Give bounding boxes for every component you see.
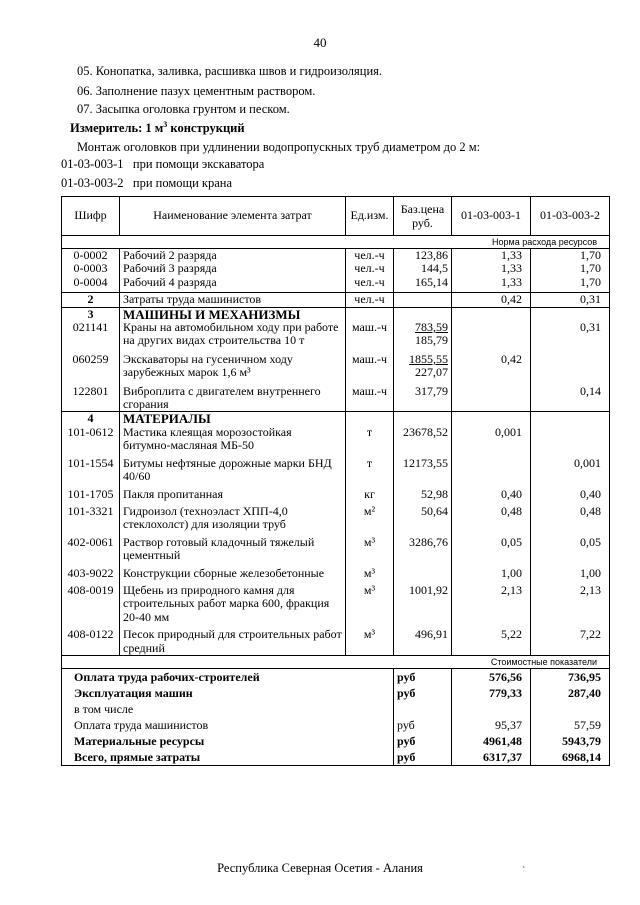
material-code: 402-0061 [62,536,120,567]
labor-unit: чел.-ч [346,276,394,293]
total-v1 [452,701,531,717]
total-row [62,733,610,749]
material-unit: м³ [346,567,394,584]
material-price [394,567,452,584]
total-v2 [531,701,610,717]
material-code: 101-1554 [62,457,120,488]
material-v2: 0,001 [531,457,610,488]
header-code: Шифр [62,197,120,236]
machinist-name: Затраты труда машинистов [120,293,346,307]
labor-v1: 1,33 [452,276,531,293]
machine-name: Экскаваторы на гусеничном ходу зарубежных марок 1,6 м³ [120,353,346,385]
machine-v2: 0,14 [531,385,610,412]
total-row [62,749,610,766]
measure-unit [70,120,245,136]
materials-header-price [394,412,452,426]
material-name: Мастика клеящая морозостойкая битумно-масляная МБ-50 [120,426,346,457]
material-code: 101-3321 [62,505,120,536]
variant-1 [61,157,264,172]
norm-label: Норма расхода ресурсов [62,236,610,249]
resource-table [61,196,610,766]
intro-line-2: 06. Заполнение пазух цементным раствором. [77,84,316,98]
machines-header-price [394,307,452,321]
machinist-v1: 0,42 [452,293,531,307]
material-unit: м³ [346,536,394,567]
material-v2: 0,05 [531,536,610,567]
section-title: Монтаж оголовков при удлинении водопропускных труб диаметром до 2 м: [77,140,481,154]
material-unit: м² [346,505,394,536]
variant-2 [61,176,232,191]
labor-code: 0-0004 [62,276,120,293]
labor-price: 165,14 [394,276,452,293]
material-price: 52,98 [394,488,452,505]
material-unit: кг [346,488,394,505]
machine-v1 [452,385,531,412]
material-price: 1001,92 [394,584,452,628]
material-v1: 1,00 [452,567,531,584]
cost-label: Стоимостные показатели [62,655,610,668]
table-row [62,262,610,275]
header-name: Наименование элемента затрат [120,197,346,236]
material-v2: 1,00 [531,567,610,584]
header-price: Баз.цена руб. [394,197,452,236]
total-unit [394,701,452,717]
total-row [62,668,610,685]
machines-header-title: МАШИНЫ И МЕХАНИЗМЫ [120,307,346,321]
material-name: Щебень из природного камня для строительных работ марка 600, фракция 20-40 мм [120,584,346,628]
measure-rest: конструкций [167,121,245,136]
labor-v1: 1,33 [452,249,531,263]
total-unit: руб [394,685,452,701]
material-v2: 0,48 [531,505,610,536]
material-price: 12173,55 [394,457,452,488]
machine-price [394,321,452,353]
material-name: Конструкции сборные железобетонные [120,567,346,584]
total-v1: 6317,37 [452,749,531,766]
total-label: в том числе [62,701,394,717]
material-price: 496,91 [394,628,452,655]
machines-header-code: 3 [62,307,120,321]
labor-name: Рабочий 3 разряда [120,262,346,275]
table-row [62,426,610,457]
header-variant-1: 01-03-003-1 [452,197,531,236]
total-label: Оплата труда рабочих-строителей [62,668,394,685]
total-v1: 4961,48 [452,733,531,749]
labor-v1: 1,33 [452,262,531,275]
materials-header-title: МАТЕРИАЛЫ [120,412,346,426]
total-v1: 95,37 [452,717,531,733]
labor-price: 144,5 [394,262,452,275]
total-v2: 287,40 [531,685,610,701]
variant-2-code: 01-03-003-2 [61,176,124,190]
machine-price [394,353,452,385]
material-name: Песок природный для строительных работ средний [120,628,346,655]
total-v1: 576,56 [452,668,531,685]
table-row [62,353,610,385]
total-row [62,701,610,717]
material-code: 403-9022 [62,567,120,584]
scan-mark: ` [522,866,526,877]
material-v1: 0,48 [452,505,531,536]
machine-name: Виброплита с двигателем внутреннего сгорания [120,385,346,412]
header-unit: Ед.изм. [346,197,394,236]
material-name: Раствор готовый кладочный тяжелый цементный [120,536,346,567]
material-unit: т [346,457,394,488]
material-v2: 2,13 [531,584,610,628]
material-v2: 0,40 [531,488,610,505]
labor-v2: 1,70 [531,249,610,263]
total-unit: руб [394,749,452,766]
total-label: Эксплуатация машин [62,685,394,701]
table-row [62,249,610,263]
machine-v2: 0,31 [531,321,610,353]
machines-header-v1 [452,307,531,321]
material-v1: 0,40 [452,488,531,505]
material-price: 3286,76 [394,536,452,567]
machine-v1 [452,321,531,353]
material-v1: 5,22 [452,628,531,655]
labor-unit: чел.-ч [346,262,394,275]
machinist-row [62,293,610,307]
intro-line-1: 05. Конопатка, заливка, расшивка швов и гидроизоляция. [77,64,383,78]
material-code: 408-0019 [62,584,120,628]
machines-header-row [62,307,610,321]
page-footer: Республика Северная Осетия - Алания [217,861,423,875]
variant-2-text: при помощи крана [132,176,233,190]
machine-code: 122801 [62,385,120,412]
total-row [62,685,610,701]
table-row [62,584,610,628]
machinist-code: 2 [62,293,120,307]
machinist-v2: 0,31 [531,293,610,307]
material-code: 101-0612 [62,426,120,457]
machine-code: 060259 [62,353,120,385]
total-v2: 6968,14 [531,749,610,766]
machine-unit: маш.-ч [346,385,394,412]
table-row [62,276,610,293]
labor-v2: 1,70 [531,262,610,275]
total-unit: руб [394,733,452,749]
material-unit: т [346,426,394,457]
header-variant-2: 01-03-003-2 [531,197,610,236]
machinist-price [394,293,452,307]
material-v1: 0,05 [452,536,531,567]
material-name: Пакля пропитанная [120,488,346,505]
materials-header-code: 4 [62,412,120,426]
page-number: 40 [313,35,327,50]
machine-unit: маш.-ч [346,321,394,353]
machines-header-unit [346,307,394,321]
total-label: Материальные ресурсы [62,733,394,749]
machine-price: 317,79 [394,385,452,412]
material-unit: м³ [346,584,394,628]
machine-unit: маш.-ч [346,353,394,385]
table-row [62,628,610,655]
material-v2 [531,426,610,457]
material-code: 101-1705 [62,488,120,505]
material-name: Гидроизол (техноэласт ХПП-4,0 стеклохолст) для изоляции труб [120,505,346,536]
table-row [62,457,610,488]
total-label: Оплата труда машинистов [62,717,394,733]
table-row [62,505,610,536]
labor-code: 0-0002 [62,249,120,263]
total-v2: 736,95 [531,668,610,685]
material-v1: 2,13 [452,584,531,628]
materials-header-v2 [531,412,610,426]
material-name: Битумы нефтяные дорожные марки БНД 40/60 [120,457,346,488]
machine-price-top: 783,59 [415,320,448,335]
table-row [62,536,610,567]
total-unit: руб [394,668,452,685]
machine-code: 021141 [62,321,120,353]
material-v2: 7,22 [531,628,610,655]
measure-label: Измеритель: 1 м [70,121,164,136]
labor-name: Рабочий 2 разряда [120,249,346,263]
machine-price-bottom: 227,07 [415,365,448,380]
material-price: 23678,52 [394,426,452,457]
total-v2: 57,59 [531,717,610,733]
labor-code: 0-0003 [62,262,120,275]
machine-name: Краны на автомобильном ходу при работе на других видах строительства 10 т [120,321,346,353]
machines-header-v2 [531,307,610,321]
material-v1: 0,001 [452,426,531,457]
table-row [62,385,610,412]
variant-1-code: 01-03-003-1 [61,157,124,171]
material-code: 408-0122 [62,628,120,655]
material-unit: м³ [346,628,394,655]
material-price: 50,64 [394,505,452,536]
table-header-row [62,197,610,236]
total-unit: руб [394,717,452,733]
cost-label-row [62,655,610,668]
machine-v2 [531,353,610,385]
labor-name: Рабочий 4 разряда [120,276,346,293]
total-v2: 5943,79 [531,733,610,749]
materials-header-row [62,412,610,426]
machinist-unit: чел.-ч [346,293,394,307]
materials-header-v1 [452,412,531,426]
table-row [62,321,610,353]
labor-v2: 1,70 [531,276,610,293]
variant-1-text: при помощи экскаватора [132,157,265,171]
table-row [62,488,610,505]
total-label: Всего, прямые затраты [62,749,394,766]
material-v1 [452,457,531,488]
total-v1: 779,33 [452,685,531,701]
machine-v1: 0,42 [452,353,531,385]
labor-unit: чел.-ч [346,249,394,263]
intro-line-3: 07. Засыпка оголовка грунтом и песком. [77,102,290,116]
measure-sup: 3 [163,120,168,129]
materials-header-unit [346,412,394,426]
total-row [62,717,610,733]
table-row [62,567,610,584]
labor-price: 123,86 [394,249,452,263]
machine-price-top: 1855,55 [409,351,448,366]
machine-price-bottom: 185,79 [415,333,448,348]
norm-label-row [62,236,610,249]
